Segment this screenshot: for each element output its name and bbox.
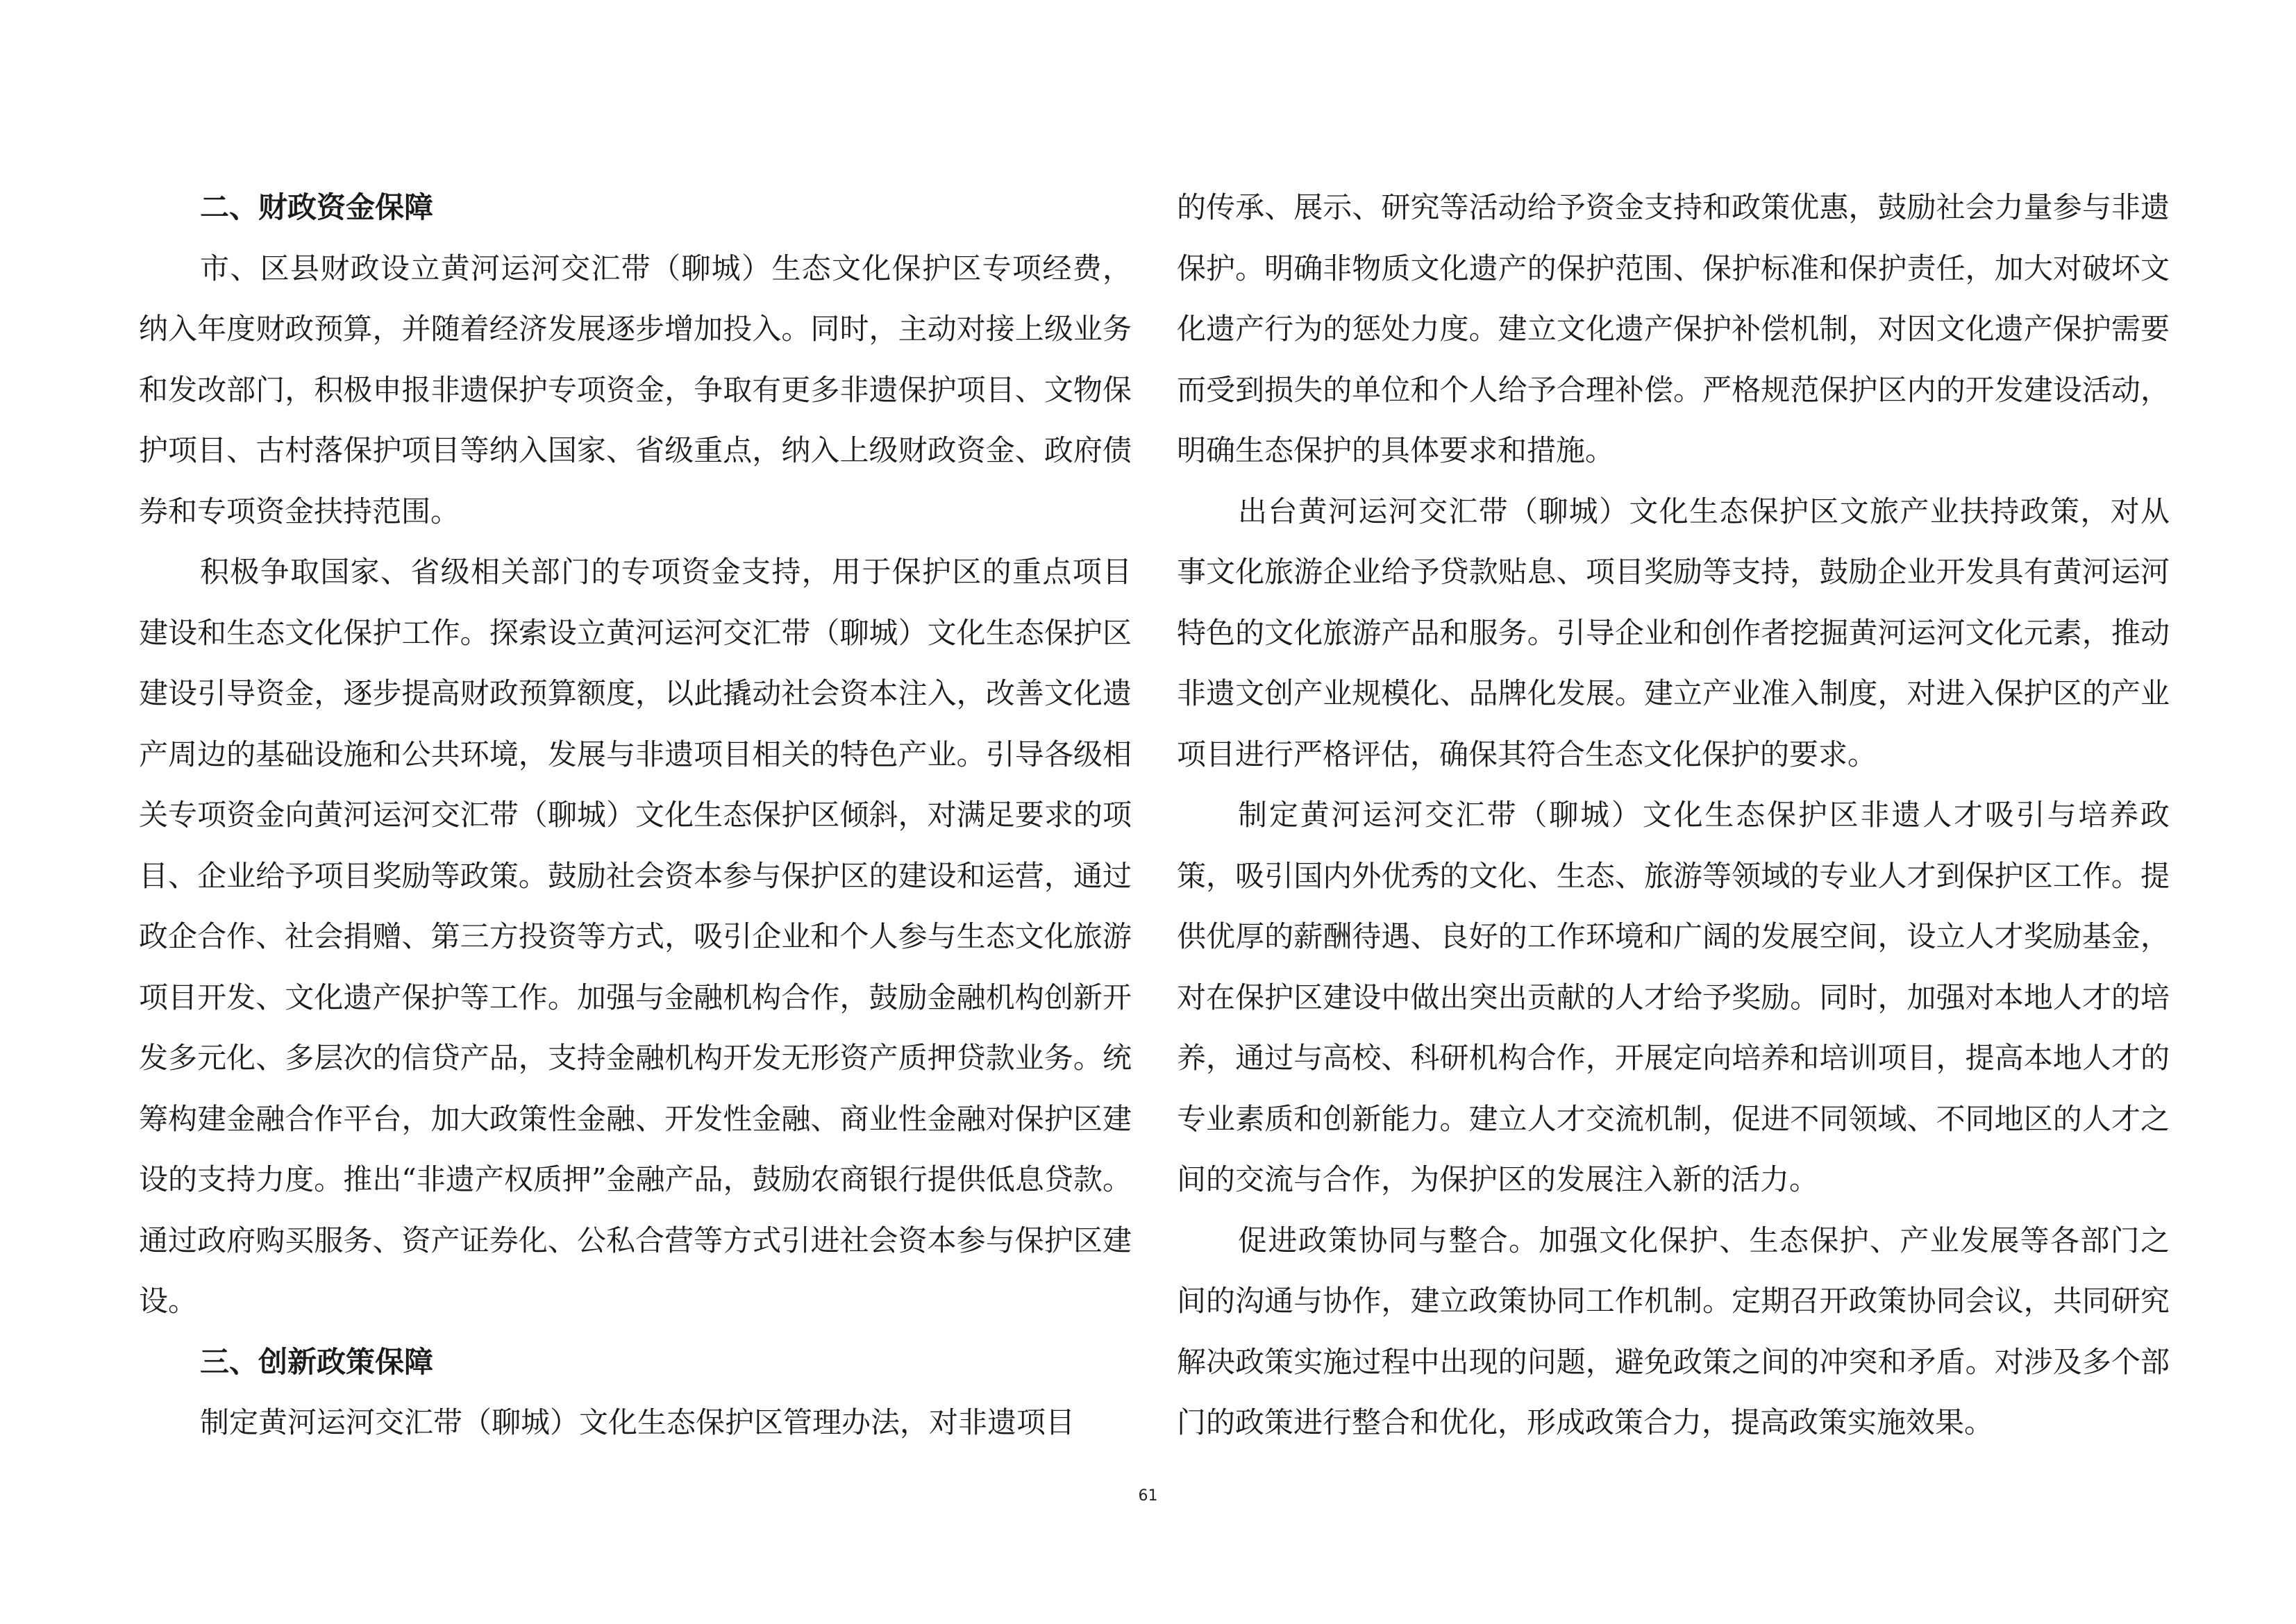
section-heading-fiscal-funding: 二、财政资金保障 xyxy=(200,190,434,224)
paragraph-management-measures-end: 的传承、展示、研究等活动给予资金支持和政策优惠，鼓励社会力量参与非遗保护。明确非物质文化遗产的保护范围、保护标准和保护责任，加大对破坏文化遗产行为的惩处力度。建立文化遗产保护补偿机制，对因文化遗产保护需要而受到损失的单位和个人给予合理补偿。严格规范保护区内的开发建设活动，明确生态保护的具体要求和措施。 xyxy=(1177,190,2170,467)
paragraph-policy-coordination: 促进政策协同与整合。加强文化保护、生态保护、产业发展等各部门之间的沟通与协作，建立政策协同工作机制。定期召开政策协同会议，共同研究解决政策实施过程中出现的问题，避免政策之间的冲突和矛盾。对涉及多个部门的政策进行整合和优化，形成政策合力，提高政策实施效果。 xyxy=(1177,1223,2170,1439)
paragraph-fiscal-special-funds: 市、区县财政设立黄河运河交汇带（聊城）生态文化保护区专项经费，纳入年度财政预算，并随着经济发展逐步增加投入。同时，主动对接上级业务和发改部门，积极申报非遗保护专项资金，争取有更多非遗保护项目、文物保护项目、古村落保护项目等纳入国家、省级重点，纳入上级财政资金、政府债券和专项资金扶持范围。 xyxy=(139,251,1132,528)
section-heading-policy-innovation: 三、创新政策保障 xyxy=(200,1344,434,1379)
paragraph-national-provincial-support: 积极争取国家、省级相关部门的专项资金支持，用于保护区的重点项目建设和生态文化保护工作。探索设立黄河运河交汇带（聊城）文化生态保护区建设引导资金，逐步提高财政预算额度，以此撬动社会资本注入，改善文化遗产周边的基础设施和公共环境，发展与非遗项目相关的特色产业。引导各级相关专项资金向黄河运河交汇带（聊城）文化生态保护区倾斜，对满足要求的项目、企业给予项目奖励等政策。鼓励社会资本参与保护区的建设和运营，通过政企合作、社会捐赠、第三方投资等方式，吸引企业和个人参与生态文化旅游项目开发、文化遗产保护等工作。加强与金融机构合作，鼓励金融机构创新开发多元化、多层次的信贷产品，支持金融机构开发无形资产质押贷款业务。统筹构建金融合作平台，加大政策性金融、开发性金融、商业性金融对保护区建设的支持力度。推出“非遗产权质押”金融产品，鼓励农商银行提供低息贷款。通过政府购买服务、资产证券化、公私合营等方式引进社会资本参与保护区建设。 xyxy=(139,555,1132,1318)
paragraph-cultural-tourism-policy: 出台黄河运河交汇带（聊城）文化生态保护区文旅产业扶持政策，对从事文化旅游企业给予贷款贴息、项目奖励等支持，鼓励企业开发具有黄河运河特色的文化旅游产品和服务。引导企业和创作者挖掘黄河运河文化元素，推动非遗文创产业规模化、品牌化发展。建立产业准入制度，对进入保护区的产业项目进行严格评估，确保其符合生态文化保护的要求。 xyxy=(1177,494,2170,771)
right-column xyxy=(1177,177,2170,1453)
left-column xyxy=(139,177,1132,1453)
page-number: 61 xyxy=(1138,1487,1158,1505)
paragraph-management-measures-start: 制定黄河运河交汇带（聊城）文化生态保护区管理办法，对非遗项目 xyxy=(200,1405,1075,1439)
paragraph-talent-policy: 制定黄河运河交汇带（聊城）文化生态保护区非遗人才吸引与培养政策，吸引国内外优秀的文化、生态、旅游等领域的专业人才到保护区工作。提供优厚的薪酬待遇、良好的工作环境和广阔的发展空间，设立人才奖励基金，对在保护区建设中做出突出贡献的人才给予奖励。同时，加强对本地人才的培养，通过与高校、科研机构合作，开展定向培养和培训项目，提高本地人才的专业素质和创新能力。建立人才交流机制，促进不同领域、不同地区的人才之间的交流与合作，为保护区的发展注入新的活力。 xyxy=(1177,798,2170,1196)
